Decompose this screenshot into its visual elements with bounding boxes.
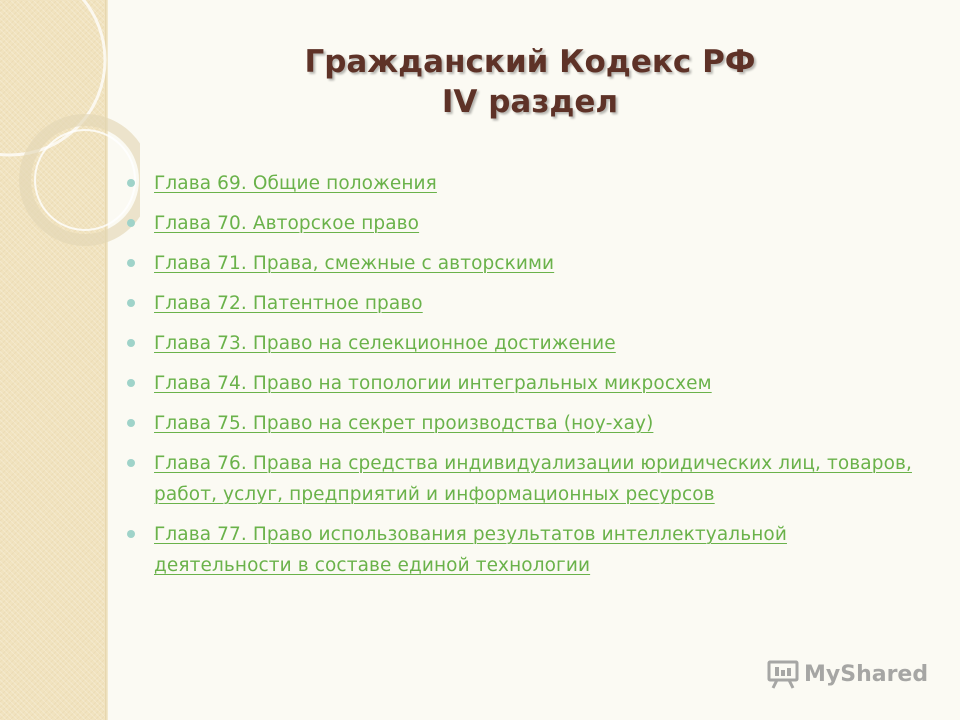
chapter-link-74[interactable]: Глава 74. Право на топологии интегральных микросхем [154,373,712,394]
list-item [124,168,914,199]
bullet-icon [127,219,135,227]
slide-title [130,42,930,122]
chapter-link-73[interactable]: Глава 73. Право на селекционное достижение [154,333,616,354]
list-item [124,248,914,279]
chapter-link-76[interactable]: Глава 76. Права на средства индивидуализации юридических лиц, товаров, работ, услуг, предприятий и информационных ресурсов [154,453,912,505]
bullet-icon [127,459,135,467]
bullet-icon [127,419,135,427]
watermark-text: MyShared [804,661,929,687]
slide-title-line-2: IV раздел [441,84,619,120]
list-item [124,519,914,581]
bullet-icon [127,339,135,347]
chapter-link-72[interactable]: Глава 72. Патентное право [154,293,423,314]
chapter-link-77[interactable]: Глава 77. Право использования результатов интеллектуальной деятельности в составе единой технологии [154,524,787,576]
chapter-link-70[interactable]: Глава 70. Авторское право [154,213,420,234]
slide-title-line-1: Гражданский Кодекс РФ [304,44,756,80]
list-item [124,448,914,510]
list-item [124,208,914,239]
watermark [766,656,928,692]
list-item [124,368,914,399]
presentation-board-icon [766,657,800,691]
list-item [124,408,914,439]
chapter-list [124,168,914,590]
bullet-icon [127,530,135,538]
decorative-rings [0,0,140,320]
bullet-icon [127,379,135,387]
bullet-icon [127,299,135,307]
chapter-link-71[interactable]: Глава 71. Права, смежные с авторскими [154,253,555,274]
chapter-link-69[interactable]: Глава 69. Общие положения [154,173,437,194]
chapter-link-75[interactable]: Глава 75. Право на секрет производства (ноу-хау) [154,413,654,434]
list-item [124,328,914,359]
bullet-icon [127,259,135,267]
list-item [124,288,914,319]
bullet-icon [127,179,135,187]
